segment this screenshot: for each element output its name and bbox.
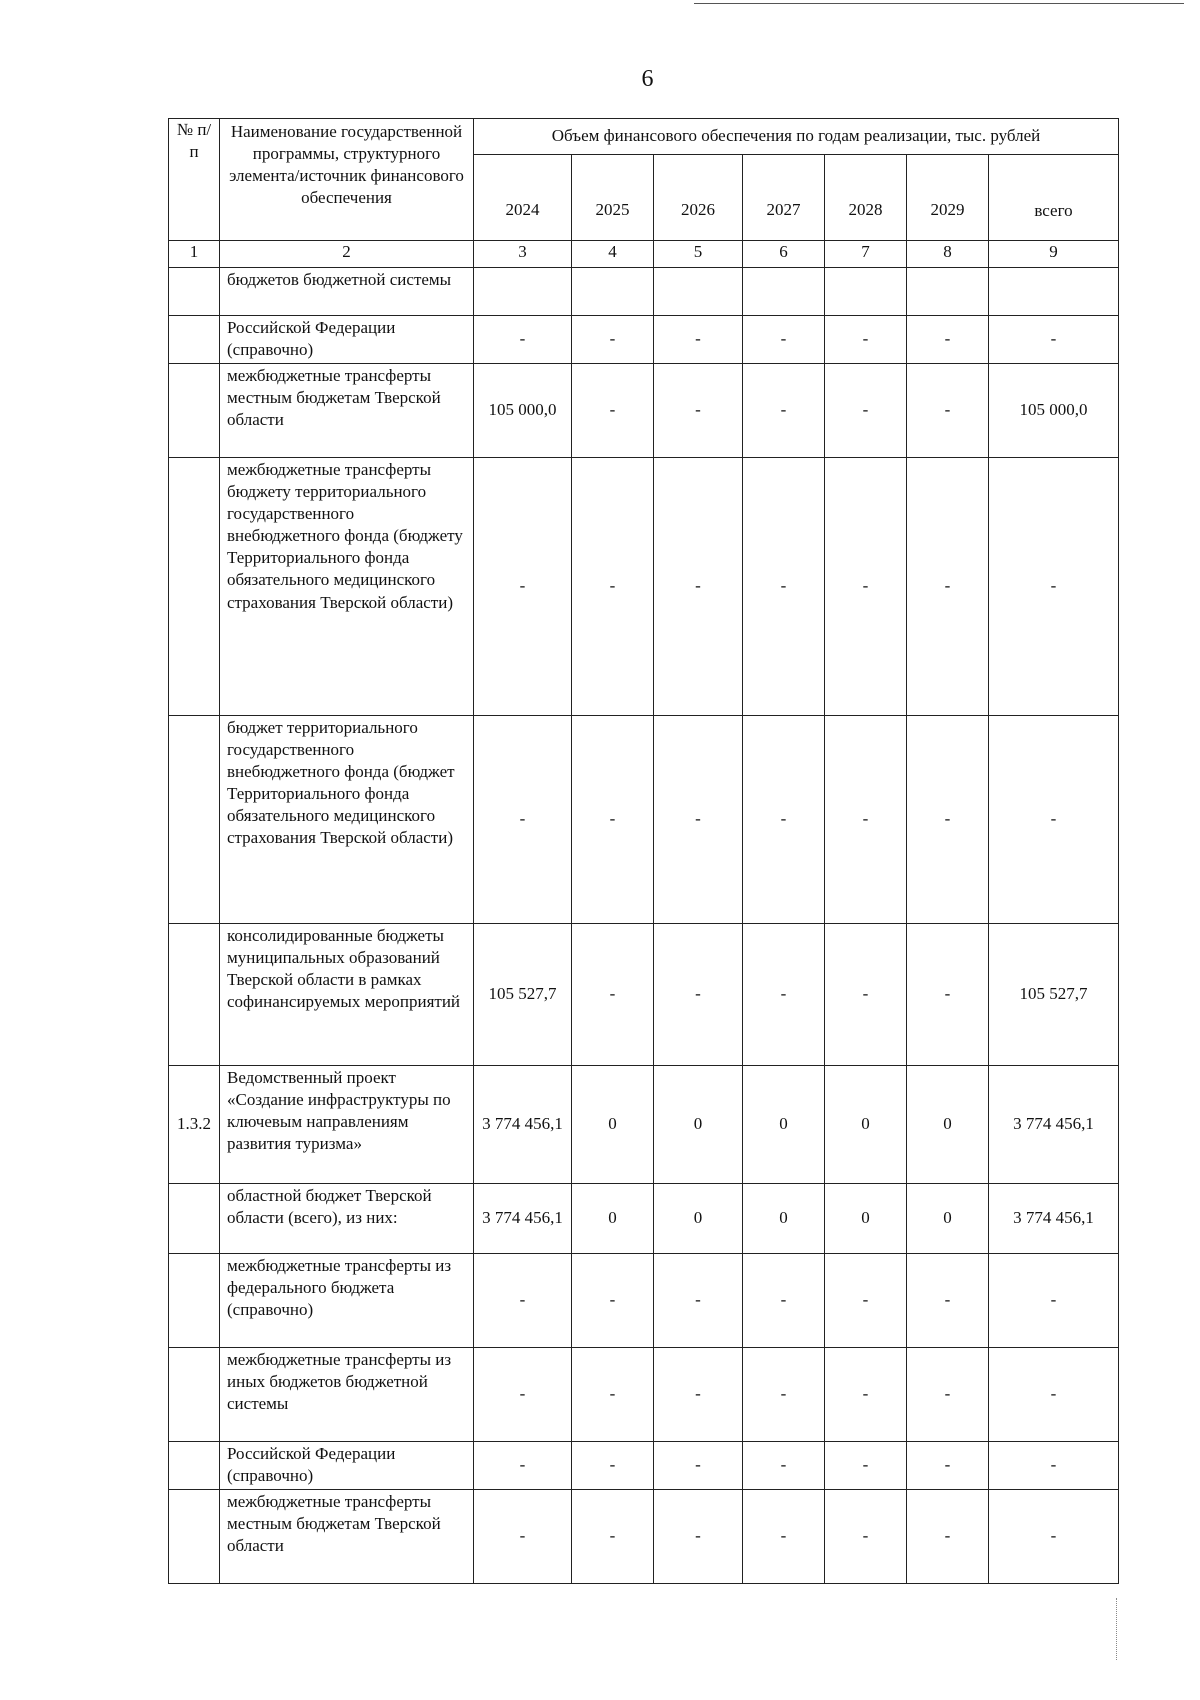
value-total: - — [989, 1442, 1119, 1490]
value-2025 — [572, 268, 654, 316]
value-2024: - — [474, 1442, 572, 1490]
financing-table — [168, 118, 1119, 1584]
row-number — [169, 924, 220, 1066]
row-number — [169, 1442, 220, 1490]
value-2029: - — [907, 316, 989, 364]
value-2027 — [743, 268, 825, 316]
header-year: 2028 — [825, 155, 907, 241]
value-2028: - — [825, 716, 907, 924]
value-2026 — [654, 268, 743, 316]
table-row — [169, 458, 1119, 716]
value-2028: - — [825, 1348, 907, 1442]
value-2026: - — [654, 716, 743, 924]
value-2028: - — [825, 364, 907, 458]
table-row — [169, 1254, 1119, 1348]
value-2029: 0 — [907, 1184, 989, 1254]
value-2025: - — [572, 1490, 654, 1584]
table-row — [169, 1184, 1119, 1254]
value-2024: - — [474, 1254, 572, 1348]
value-2027: - — [743, 716, 825, 924]
row-number — [169, 1254, 220, 1348]
column-index: 9 — [989, 241, 1119, 268]
value-total: 105 527,7 — [989, 924, 1119, 1066]
value-2024 — [474, 268, 572, 316]
column-index: 6 — [743, 241, 825, 268]
value-2025: - — [572, 1348, 654, 1442]
value-2029: - — [907, 1348, 989, 1442]
value-total: 3 774 456,1 — [989, 1184, 1119, 1254]
value-total: - — [989, 1348, 1119, 1442]
header-total: всего — [989, 155, 1119, 241]
row-name: межбюджетные трансферты местным бюджетам Тверской области — [220, 1490, 474, 1584]
value-2026: - — [654, 1442, 743, 1490]
header-name: Наименование государственной программы, структурного элемента/источник финансового обеспечения — [220, 119, 474, 241]
value-2025: - — [572, 716, 654, 924]
margin-marks — [1116, 1598, 1117, 1660]
row-number — [169, 1184, 220, 1254]
column-index: 1 — [169, 241, 220, 268]
header-year: 2024 — [474, 155, 572, 241]
row-name: Ведомственный проект «Создание инфраструктуры по ключевым направлениям развития туризма» — [220, 1066, 474, 1184]
value-2025: - — [572, 458, 654, 716]
header-number: № п/п — [169, 119, 220, 241]
value-2028: - — [825, 924, 907, 1066]
value-total: - — [989, 458, 1119, 716]
row-name: межбюджетные трансферты местным бюджетам Тверской области — [220, 364, 474, 458]
row-name: консолидированные бюджеты муниципальных образований Тверской области в рамках софинансируемых мероприятий — [220, 924, 474, 1066]
value-2027: - — [743, 458, 825, 716]
row-name: областной бюджет Тверской области (всего), из них: — [220, 1184, 474, 1254]
value-2027: - — [743, 1254, 825, 1348]
row-name: бюджет территориального государственного внебюджетного фонда (бюджет Территориального фонда обязательного медицинского страхования Тверской области) — [220, 716, 474, 924]
value-total: 105 000,0 — [989, 364, 1119, 458]
value-2029: - — [907, 1442, 989, 1490]
value-2029 — [907, 268, 989, 316]
header-year: 2026 — [654, 155, 743, 241]
row-name: межбюджетные трансферты из иных бюджетов бюджетной системы — [220, 1348, 474, 1442]
value-2027: 0 — [743, 1066, 825, 1184]
value-2024: - — [474, 716, 572, 924]
value-2028: - — [825, 458, 907, 716]
value-2028: - — [825, 1490, 907, 1584]
value-2024: 3 774 456,1 — [474, 1184, 572, 1254]
value-2027: - — [743, 364, 825, 458]
table-row — [169, 364, 1119, 458]
value-2025: 0 — [572, 1066, 654, 1184]
value-2024: - — [474, 458, 572, 716]
value-2026: 0 — [654, 1184, 743, 1254]
value-2027: 0 — [743, 1184, 825, 1254]
value-2028: 0 — [825, 1066, 907, 1184]
value-2027: - — [743, 924, 825, 1066]
table-row — [169, 268, 1119, 316]
value-2029: 0 — [907, 1066, 989, 1184]
row-number — [169, 458, 220, 716]
value-2029: - — [907, 364, 989, 458]
value-2024: - — [474, 316, 572, 364]
header-year: 2025 — [572, 155, 654, 241]
value-total: - — [989, 316, 1119, 364]
value-2028: 0 — [825, 1184, 907, 1254]
value-2026: 0 — [654, 1066, 743, 1184]
row-number — [169, 268, 220, 316]
value-2026: - — [654, 364, 743, 458]
table-row — [169, 1066, 1119, 1184]
value-2025: - — [572, 316, 654, 364]
value-2024: 105 000,0 — [474, 364, 572, 458]
value-2027: - — [743, 1442, 825, 1490]
value-total: - — [989, 1490, 1119, 1584]
value-2029: - — [907, 716, 989, 924]
value-2024: - — [474, 1490, 572, 1584]
value-total: - — [989, 1254, 1119, 1348]
value-2026: - — [654, 1348, 743, 1442]
row-number — [169, 316, 220, 364]
value-total: 3 774 456,1 — [989, 1066, 1119, 1184]
header-year: 2029 — [907, 155, 989, 241]
value-2024: 3 774 456,1 — [474, 1066, 572, 1184]
value-2027: - — [743, 1348, 825, 1442]
table-row — [169, 316, 1119, 364]
column-index: 4 — [572, 241, 654, 268]
value-2028: - — [825, 1442, 907, 1490]
value-2029: - — [907, 1490, 989, 1584]
value-total: - — [989, 716, 1119, 924]
row-name: бюджетов бюджетной системы — [220, 268, 474, 316]
value-2025: 0 — [572, 1184, 654, 1254]
row-number — [169, 1490, 220, 1584]
row-number — [169, 716, 220, 924]
value-2024: - — [474, 1348, 572, 1442]
row-name: Российской Федерации (справочно) — [220, 316, 474, 364]
row-number — [169, 1348, 220, 1442]
value-2026: - — [654, 458, 743, 716]
value-2028 — [825, 268, 907, 316]
value-2025: - — [572, 924, 654, 1066]
row-name: межбюджетные трансферты из федерального бюджета (справочно) — [220, 1254, 474, 1348]
top-edge-line — [694, 3, 1184, 4]
value-2029: - — [907, 458, 989, 716]
row-name: Российской Федерации (справочно) — [220, 1442, 474, 1490]
value-2029: - — [907, 1254, 989, 1348]
row-number: 1.3.2 — [169, 1066, 220, 1184]
value-2028: - — [825, 1254, 907, 1348]
table-row — [169, 716, 1119, 924]
value-2025: - — [572, 364, 654, 458]
value-2026: - — [654, 316, 743, 364]
column-index: 3 — [474, 241, 572, 268]
table-body — [169, 268, 1119, 1584]
value-2026: - — [654, 924, 743, 1066]
value-2029: - — [907, 924, 989, 1066]
value-2026: - — [654, 1490, 743, 1584]
table-row — [169, 924, 1119, 1066]
value-2025: - — [572, 1254, 654, 1348]
column-index-row — [169, 241, 1119, 268]
table-row — [169, 1490, 1119, 1584]
header-year: 2027 — [743, 155, 825, 241]
table-row — [169, 1442, 1119, 1490]
value-2027: - — [743, 316, 825, 364]
table-row — [169, 1348, 1119, 1442]
page-number: 6 — [641, 66, 654, 92]
column-index: 8 — [907, 241, 989, 268]
header-financing-volume: Объем финансового обеспечения по годам реализации, тыс. рублей — [474, 119, 1119, 155]
column-index: 5 — [654, 241, 743, 268]
value-2024: 105 527,7 — [474, 924, 572, 1066]
value-2025: - — [572, 1442, 654, 1490]
row-name: межбюджетные трансферты бюджету территориального государственного внебюджетного фонда (бюджету Территориального фонда обязательного медицинского страхования Тверской области) — [220, 458, 474, 716]
value-2026: - — [654, 1254, 743, 1348]
row-number — [169, 364, 220, 458]
value-total — [989, 268, 1119, 316]
column-index: 7 — [825, 241, 907, 268]
column-index: 2 — [220, 241, 474, 268]
value-2027: - — [743, 1490, 825, 1584]
value-2028: - — [825, 316, 907, 364]
header-row — [169, 119, 1119, 155]
